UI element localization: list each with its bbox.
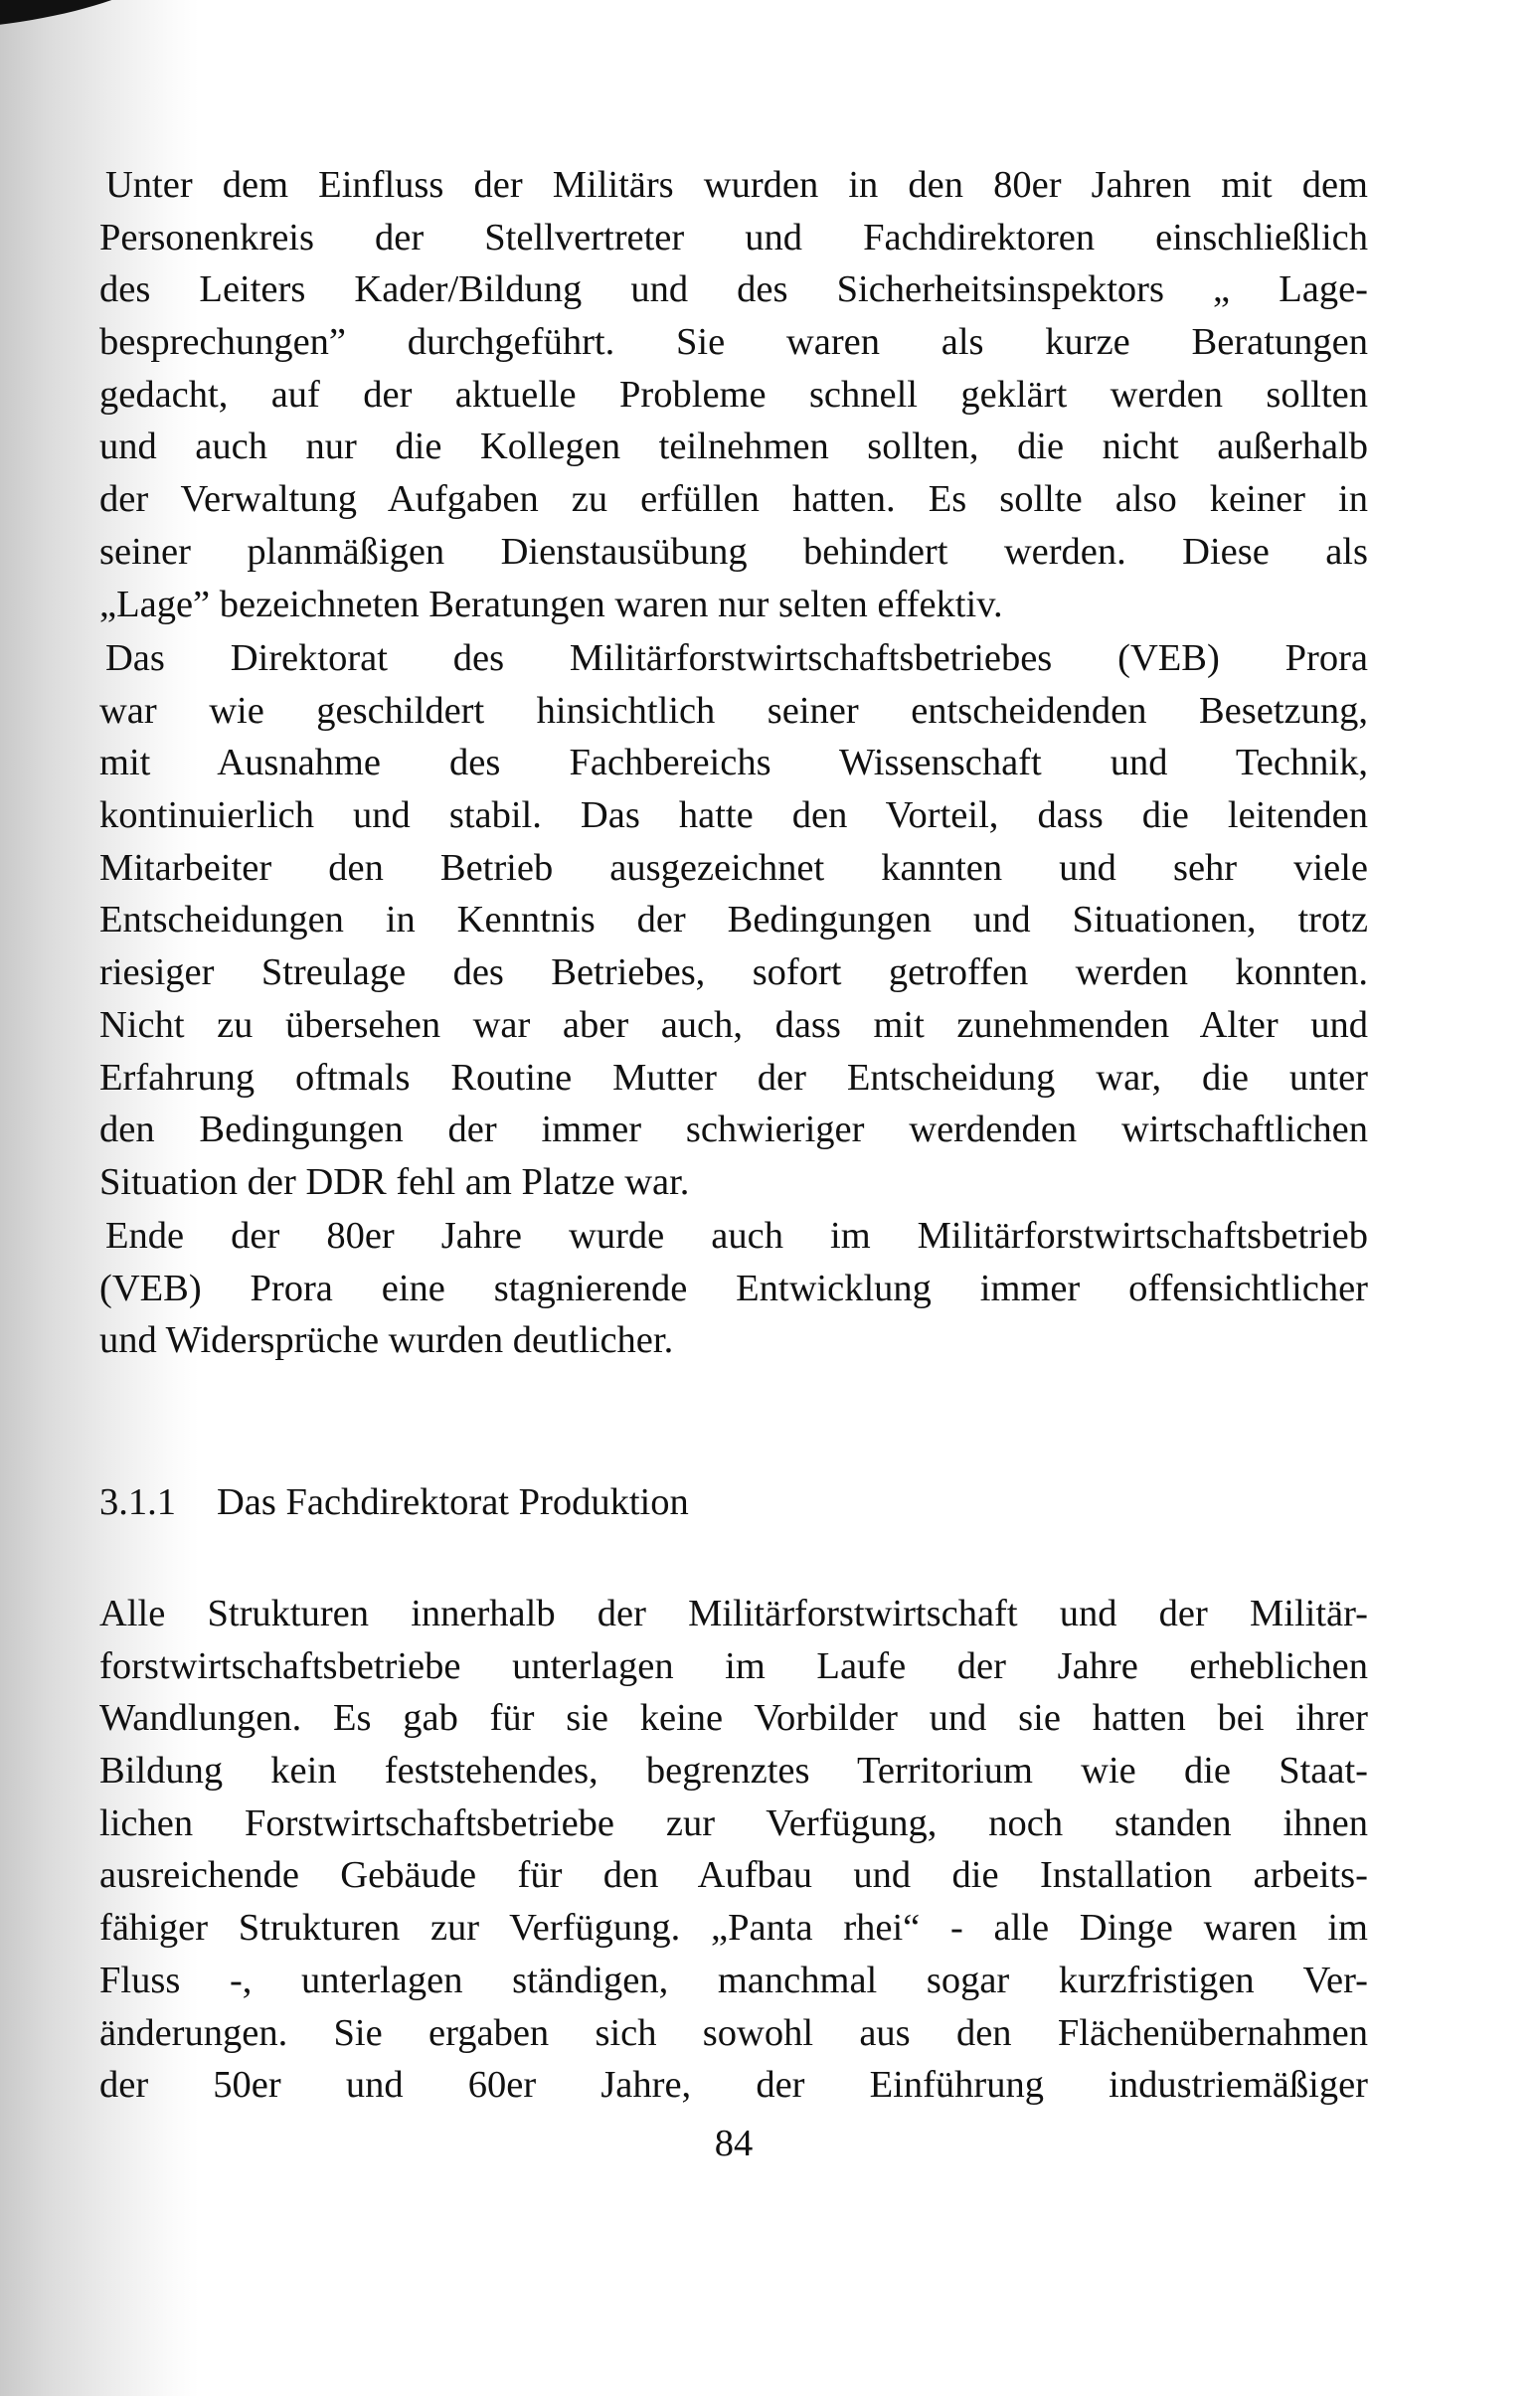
section-heading (99, 1476, 689, 1529)
paragraph-2 (99, 632, 1368, 1209)
paragraph-3 (99, 1210, 1368, 1367)
text-line: Unter dem Einfluss der Militärs wurden in den 80er Jahren mit dem (105, 164, 1368, 206)
text-line: mit Ausnahme des Fachbereichs Wissenschaft und Technik, (99, 742, 1368, 784)
text-line: besprechungen” durchgeführt. Sie waren als kurze Beratungen (99, 321, 1368, 364)
text-line: lichen Forstwirtschaftsbetriebe zur Verfügung, noch standen ihnen (99, 1801, 1368, 1844)
text-line: den Bedingungen der immer schwieriger werdenden wirtschaftlichen (99, 1109, 1368, 1151)
text-line: änderungen. Sie ergaben sich sowohl aus den Flächenübernahmen (99, 2011, 1368, 2054)
section-number: 3.1.1 (99, 1481, 176, 1523)
text-line: seiner planmäßigen Dienstausübung behindert werden. Diese als (99, 530, 1368, 573)
text-line: (VEB) Prora eine stagnierende Entwicklung immer offensichtlicher (99, 1267, 1368, 1309)
section-title: Das Fachdirektorat Produktion (217, 1481, 689, 1523)
text-line: kontinuierlich und stabil. Das hatte den Vorteil, dass die leitenden (99, 794, 1368, 837)
text-line: war wie geschildert hinsichtlich seiner entscheidenden Besetzung, (99, 689, 1368, 732)
text-line: Entscheidungen in Kenntnis der Bedingungen und Situationen, trotz (99, 899, 1368, 941)
text-line: Nicht zu übersehen war aber auch, dass mit zunehmenden Alter und (99, 1003, 1368, 1046)
text-line: forstwirtschaftsbetriebe unterlagen im Laufe der Jahre erheblichen (99, 1644, 1368, 1687)
text-line: Erfahrung oftmals Routine Mutter der Entscheidung war, die unter (99, 1056, 1368, 1099)
paragraph-4 (99, 1588, 1368, 2112)
text-line: Alle Strukturen innerhalb der Militärforstwirtschaft und der Militär- (99, 1593, 1368, 1634)
text-line: „Lage” bezeichneten Beratungen waren nur selten effektiv. (99, 583, 1003, 625)
text-line: Mitarbeiter den Betrieb ausgezeichnet kannten und sehr viele (99, 846, 1368, 889)
text-line: Bildung kein feststehendes, begrenztes Territorium wie die Staat- (99, 1750, 1368, 1793)
text-line: Personenkreis der Stellvertreter und Fachdirektoren einschließlich (99, 216, 1368, 258)
text-line: gedacht, auf der aktuelle Probleme schnell geklärt werden sollten (99, 373, 1368, 416)
text-line: Situation der DDR fehl am Platze war. (99, 1160, 690, 1203)
text-line: Ende der 80er Jahre wurde auch im Militärforstwirtschaftsbetrieb (105, 1215, 1368, 1257)
text-line: fähiger Strukturen zur Verfügung. „Panta rhei“ - alle Dinge waren im (99, 1907, 1368, 1950)
paragraph-1 (99, 159, 1368, 630)
text-line: des Leiters Kader/Bildung und des Sicherheitsinspektors „ Lage- (99, 268, 1368, 311)
page-number: 84 (714, 2123, 754, 2164)
text-line: und Widersprüche wurden deutlicher. (99, 1319, 674, 1362)
text-line: und auch nur die Kollegen teilnehmen sollten, die nicht außerhalb (99, 426, 1368, 468)
text-line: der Verwaltung Aufgaben zu erfüllen hatten. Es sollte also keiner in (99, 478, 1368, 521)
text-line: riesiger Streulage des Betriebes, sofort getroffen werden konnten. (99, 951, 1368, 994)
text-line: Wandlungen. Es gab für sie keine Vorbilder und sie hatten bei ihrer (99, 1697, 1368, 1740)
text-line: Fluss -, unterlagen ständigen, manchmal sogar kurzfristigen Ver- (99, 1959, 1368, 2001)
text-line: ausreichende Gebäude für den Aufbau und die Installation arbeits- (99, 1854, 1368, 1897)
text-line: der 50er und 60er Jahre, der Einführung industriemäßiger (99, 2064, 1368, 2107)
text-line: Das Direktorat des Militärforstwirtschaftsbetriebes (VEB) Prora (105, 637, 1368, 679)
